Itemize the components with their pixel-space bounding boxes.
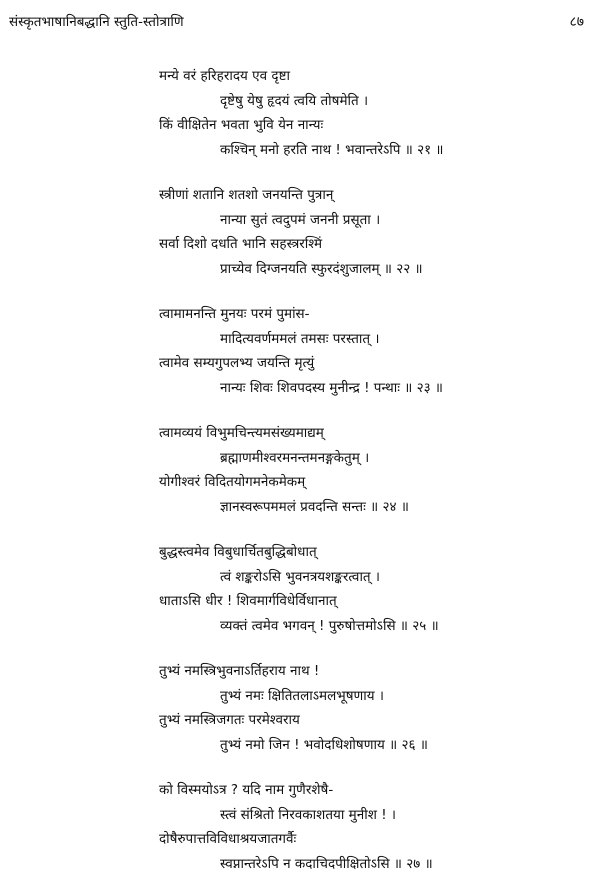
verse-line: बुद्धस्त्वमेव विबुधार्चितबुद्धिबोधात् bbox=[159, 540, 589, 565]
verse-line: मादित्यवर्णममलं तमसः परस्तात् । bbox=[159, 327, 589, 352]
stanza-24 bbox=[159, 421, 589, 519]
verse-line: मन्ये वरं हरिहरादय एव दृष्टा bbox=[159, 64, 589, 89]
verse-line: कश्चिन् मनो हरति नाथ ! भवान्तरेऽपि ॥ २१ ॥ bbox=[159, 138, 589, 163]
verse-line: धाताऽसि धीर ! शिवमार्गविधेर्विधानात् bbox=[159, 589, 589, 614]
verse-line: तुभ्यं नमस्त्रिभुवनाऽर्तिहराय नाथ ! bbox=[159, 659, 589, 684]
stanza-27 bbox=[159, 778, 589, 876]
verse-line: स्त्रीणां शतानि शतशो जनयन्ति पुत्रान् bbox=[159, 183, 589, 208]
verse-line: दृष्टेषु येषु हृदयं त्वयि तोषमेति । bbox=[159, 89, 589, 114]
verse-line: प्राच्येव दिग्जनयति स्फुरदंशुजालम् ॥ २२ ॥ bbox=[159, 257, 589, 282]
verse-line: योगीश्वरं विदितयोगमनेकमेकम् bbox=[159, 470, 589, 495]
verse-line: त्वामामनन्ति मुनयः परमं पुमांस- bbox=[159, 302, 589, 327]
verse-line: किं वीक्षितेन भवता भुवि येन नान्यः bbox=[159, 113, 589, 138]
stanza-23 bbox=[159, 302, 589, 400]
stanza-26 bbox=[159, 659, 589, 757]
running-title: संस्कृतभाषानिबद्धानि स्तुति-स्तोत्राणि bbox=[9, 12, 184, 30]
verse-line: व्यक्तं त्वमेव भगवन् ! पुरुषोत्तमोऽसि ॥ २५ ॥ bbox=[159, 614, 589, 639]
stanza-25 bbox=[159, 540, 589, 638]
verse-line: तुभ्यं नमो जिन ! भवोदधिशोषणाय ॥ २६ ॥ bbox=[159, 733, 589, 758]
verse-line: स्त्वं संश्रितो निरवकाशतया मुनीश ! । bbox=[159, 803, 589, 828]
verse-line: नान्यः शिवः शिवपदस्य मुनीन्द्र ! पन्थाः ॥ २३ ॥ bbox=[159, 376, 589, 401]
page-number: ८७ bbox=[569, 12, 584, 31]
stanza-22 bbox=[159, 183, 589, 281]
verse-body bbox=[159, 64, 589, 876]
verse-line: नान्या सुतं त्वदुपमं जननी प्रसूता । bbox=[159, 208, 589, 233]
stanza-21 bbox=[159, 64, 589, 162]
verse-line: त्वामेव सम्यगुपलभ्य जयन्ति मृत्युं bbox=[159, 351, 589, 376]
verse-line: दोषैरुपात्तविविधाश्रयजातगर्वैः bbox=[159, 827, 589, 852]
verse-line: ब्रह्माणमीश्वरमनन्तमनङ्गकेतुम् । bbox=[159, 446, 589, 471]
verse-line: तुभ्यं नमः क्षितितलाऽमलभूषणाय । bbox=[159, 684, 589, 709]
verse-line: सर्वा दिशो दधति भानि सहस्त्ररश्मिं bbox=[159, 232, 589, 257]
verse-line: त्वामव्ययं विभुमचिन्त्यमसंख्यमाद्यम् bbox=[159, 421, 589, 446]
verse-line: तुभ्यं नमस्त्रिजगतः परमेश्वराय bbox=[159, 708, 589, 733]
verse-line: त्वं शङ्करोऽसि भुवनत्रयशङ्करत्वात् । bbox=[159, 565, 589, 590]
verse-line: स्वप्नान्तरेऽपि न कदाचिदपीक्षितोऽसि ॥ २७ ॥ bbox=[159, 852, 589, 876]
verse-line: ज्ञानस्वरूपममलं प्रवदन्ति सन्तः ॥ २४ ॥ bbox=[159, 495, 589, 520]
verse-line: को विस्मयोऽत्र ? यदि नाम गुणैरशेषै- bbox=[159, 778, 589, 803]
